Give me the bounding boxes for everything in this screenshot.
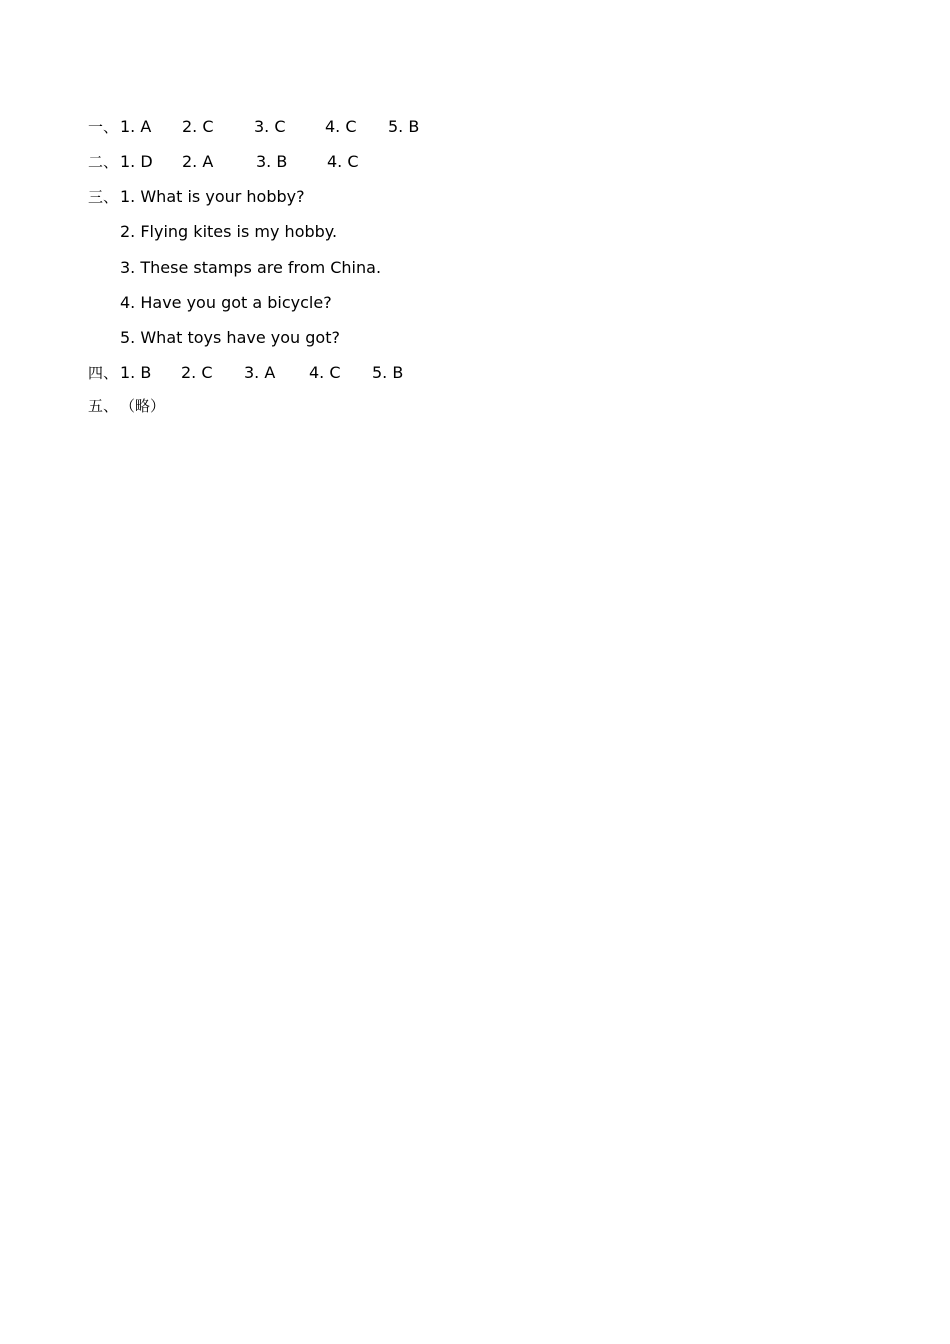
answer-item: 1. B — [120, 363, 152, 382]
answer-item: 2. C — [182, 117, 214, 136]
answer-item: 5. B — [388, 117, 420, 136]
section-4-marker: 四、 — [88, 364, 119, 382]
answer-item: 4. C — [327, 152, 359, 171]
sentence-item: 5. What toys have you got? — [120, 328, 340, 347]
section-5-row — [88, 394, 165, 418]
section-3-row — [88, 185, 305, 209]
answer-item: 1. A — [120, 117, 152, 136]
answer-item: 3. B — [256, 152, 288, 171]
sentence-item: 2. Flying kites is my hobby. — [120, 222, 338, 241]
section-4-row — [88, 361, 403, 385]
answer-item: 2. A — [182, 152, 214, 171]
answer-item: 3. A — [244, 363, 276, 382]
section-2-marker: 二、 — [88, 153, 119, 171]
sentence-item: 1. What is your hobby? — [120, 187, 305, 206]
section-2-row — [88, 150, 359, 174]
answer-item: 3. C — [254, 117, 286, 136]
answer-item: 4. C — [309, 363, 341, 382]
sentence-item: 3. These stamps are from China. — [120, 258, 382, 277]
omitted-note: （略） — [120, 397, 166, 415]
answer-item: 1. D — [120, 152, 153, 171]
answer-item: 2. C — [181, 363, 213, 382]
answer-item: 4. C — [325, 117, 357, 136]
section-1-marker: 一、 — [88, 118, 119, 136]
section-5-marker: 五、 — [88, 397, 119, 415]
section-3-marker: 三、 — [88, 188, 119, 206]
section-1-row — [88, 115, 419, 139]
sentence-item: 4. Have you got a bicycle? — [120, 293, 332, 312]
answer-item: 5. B — [372, 363, 404, 382]
